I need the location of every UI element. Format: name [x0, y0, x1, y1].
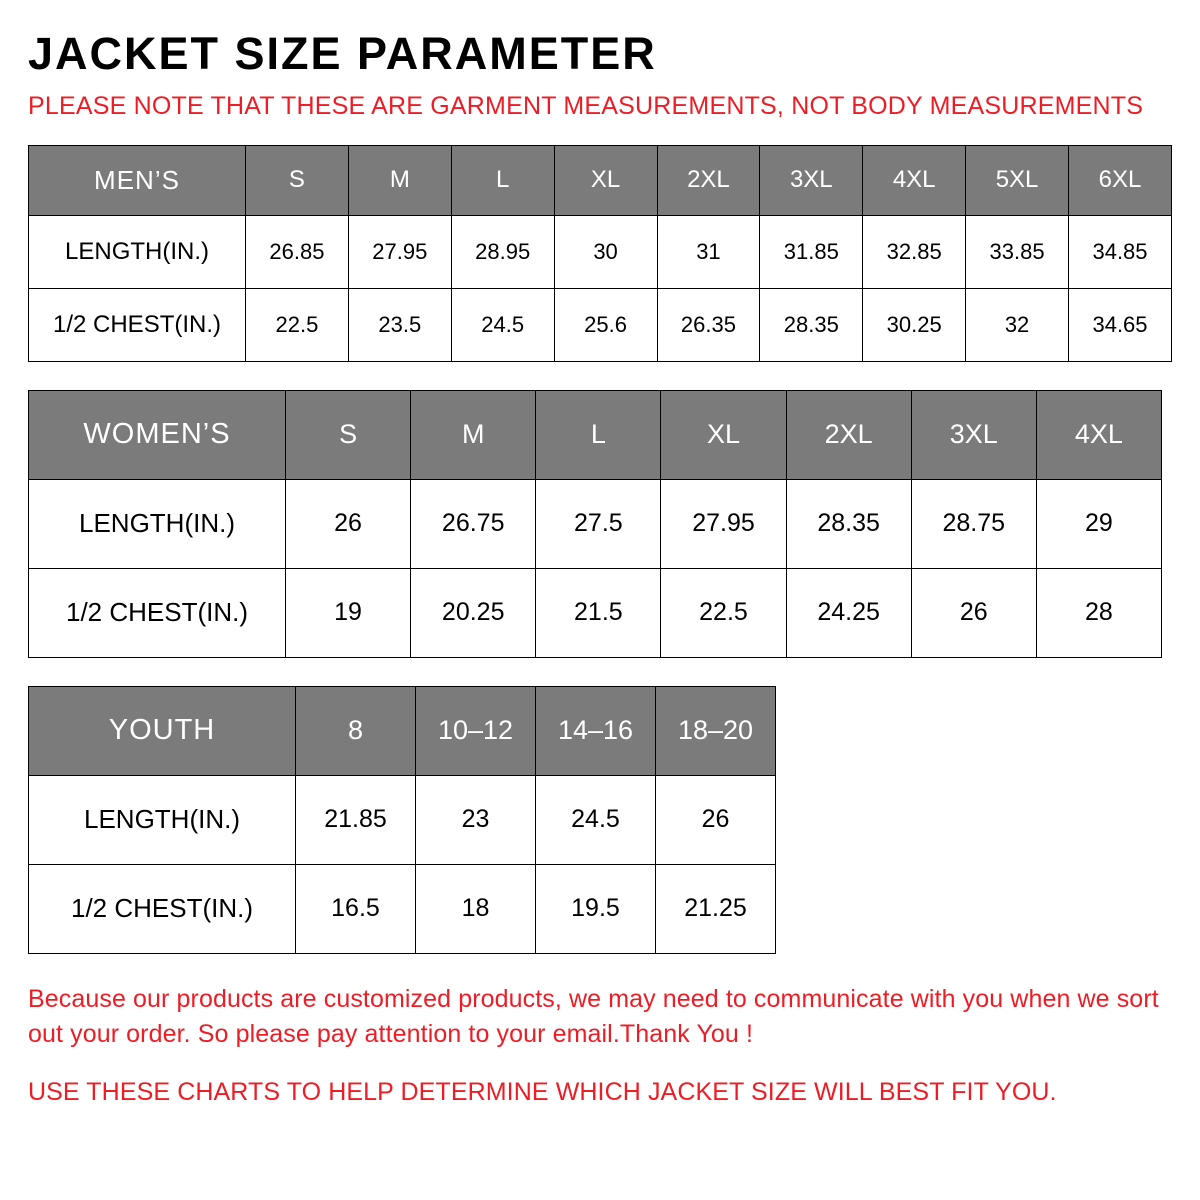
- table-cell: 21.5: [536, 568, 661, 657]
- customization-note: Because our products are customized products, we may need to communicate with you when we sort out your order. So please pay attention to your email.Thank You !: [28, 984, 1159, 1048]
- table-cell: 28.75: [911, 479, 1036, 568]
- table-cell: 28.35: [760, 288, 863, 361]
- table-cell: 31: [657, 215, 760, 288]
- table-header-row: [29, 145, 1172, 215]
- table-header-cell: 4XL: [863, 145, 966, 215]
- table-cell: 20.25: [411, 568, 536, 657]
- table-header-cell: XL: [661, 390, 786, 479]
- table-cell: 19.5: [536, 864, 656, 953]
- table-header-row: [29, 390, 1162, 479]
- table-header-cell: MEN’S: [29, 145, 246, 215]
- page-title: JACKET SIZE PARAMETER: [28, 28, 657, 79]
- table-row: [29, 568, 1162, 657]
- table-cell: 16.5: [296, 864, 416, 953]
- row-label: 1/2 CHEST(IN.): [29, 288, 246, 361]
- garment-measurement-note: PLEASE NOTE THAT THESE ARE GARMENT MEASUREMENTS, NOT BODY MEASUREMENTS: [28, 92, 1144, 121]
- table-header-cell: 18–20: [656, 686, 776, 775]
- table-row: [29, 864, 776, 953]
- table-cell: 28.95: [451, 215, 554, 288]
- table-header-cell: XL: [554, 145, 657, 215]
- table-cell: 22.5: [246, 288, 349, 361]
- table-row: [29, 775, 776, 864]
- table-header-cell: M: [411, 390, 536, 479]
- table-cell: 27.5: [536, 479, 661, 568]
- table-header-cell: 14–16: [536, 686, 656, 775]
- table-cell: 29: [1036, 479, 1161, 568]
- row-label: LENGTH(IN.): [29, 215, 246, 288]
- table-cell: 26: [911, 568, 1036, 657]
- table-cell: 25.6: [554, 288, 657, 361]
- table-cell: 32: [966, 288, 1069, 361]
- row-label: LENGTH(IN.): [29, 775, 296, 864]
- mens-size-table: [28, 145, 1172, 362]
- table-cell: 26.75: [411, 479, 536, 568]
- table-cell: 34.85: [1069, 215, 1172, 288]
- table-row: [29, 479, 1162, 568]
- table-cell: 26.85: [246, 215, 349, 288]
- table-header-cell: 10–12: [416, 686, 536, 775]
- table-header-cell: 2XL: [657, 145, 760, 215]
- table-header-cell: WOMEN’S: [29, 390, 286, 479]
- row-label: 1/2 CHEST(IN.): [29, 568, 286, 657]
- row-label: 1/2 CHEST(IN.): [29, 864, 296, 953]
- table-cell: 34.65: [1069, 288, 1172, 361]
- table-cell: 26: [656, 775, 776, 864]
- table-cell: 32.85: [863, 215, 966, 288]
- table-cell: 33.85: [966, 215, 1069, 288]
- table-cell: 28: [1036, 568, 1161, 657]
- womens-size-table: [28, 390, 1162, 658]
- table-cell: 24.5: [536, 775, 656, 864]
- table-cell: 24.5: [451, 288, 554, 361]
- table-row: [29, 215, 1172, 288]
- table-header-cell: S: [246, 145, 349, 215]
- table-cell: 26.35: [657, 288, 760, 361]
- table-header-cell: 3XL: [760, 145, 863, 215]
- table-header-row: [29, 686, 776, 775]
- table-header-cell: S: [286, 390, 411, 479]
- table-cell: 27.95: [661, 479, 786, 568]
- table-header-cell: 5XL: [966, 145, 1069, 215]
- table-cell: 23: [416, 775, 536, 864]
- table-cell: 24.25: [786, 568, 911, 657]
- table-header-cell: L: [536, 390, 661, 479]
- table-cell: 30: [554, 215, 657, 288]
- table-cell: 26: [286, 479, 411, 568]
- table-header-cell: 4XL: [1036, 390, 1161, 479]
- table-cell: 22.5: [661, 568, 786, 657]
- table-header-cell: L: [451, 145, 554, 215]
- table-row: [29, 288, 1172, 361]
- table-cell: 21.85: [296, 775, 416, 864]
- table-header-cell: 6XL: [1069, 145, 1172, 215]
- table-header-cell: 2XL: [786, 390, 911, 479]
- table-cell: 23.5: [348, 288, 451, 361]
- table-cell: 21.25: [656, 864, 776, 953]
- table-header-cell: M: [348, 145, 451, 215]
- chart-usage-note: USE THESE CHARTS TO HELP DETERMINE WHICH JACKET SIZE WILL BEST FIT YOU.: [28, 1077, 1057, 1106]
- table-cell: 18: [416, 864, 536, 953]
- youth-size-table: [28, 686, 776, 954]
- table-cell: 27.95: [348, 215, 451, 288]
- table-header-cell: 3XL: [911, 390, 1036, 479]
- table-cell: 30.25: [863, 288, 966, 361]
- row-label: LENGTH(IN.): [29, 479, 286, 568]
- table-cell: 19: [286, 568, 411, 657]
- table-cell: 28.35: [786, 479, 911, 568]
- table-cell: 31.85: [760, 215, 863, 288]
- table-header-cell: 8: [296, 686, 416, 775]
- table-header-cell: YOUTH: [29, 686, 296, 775]
